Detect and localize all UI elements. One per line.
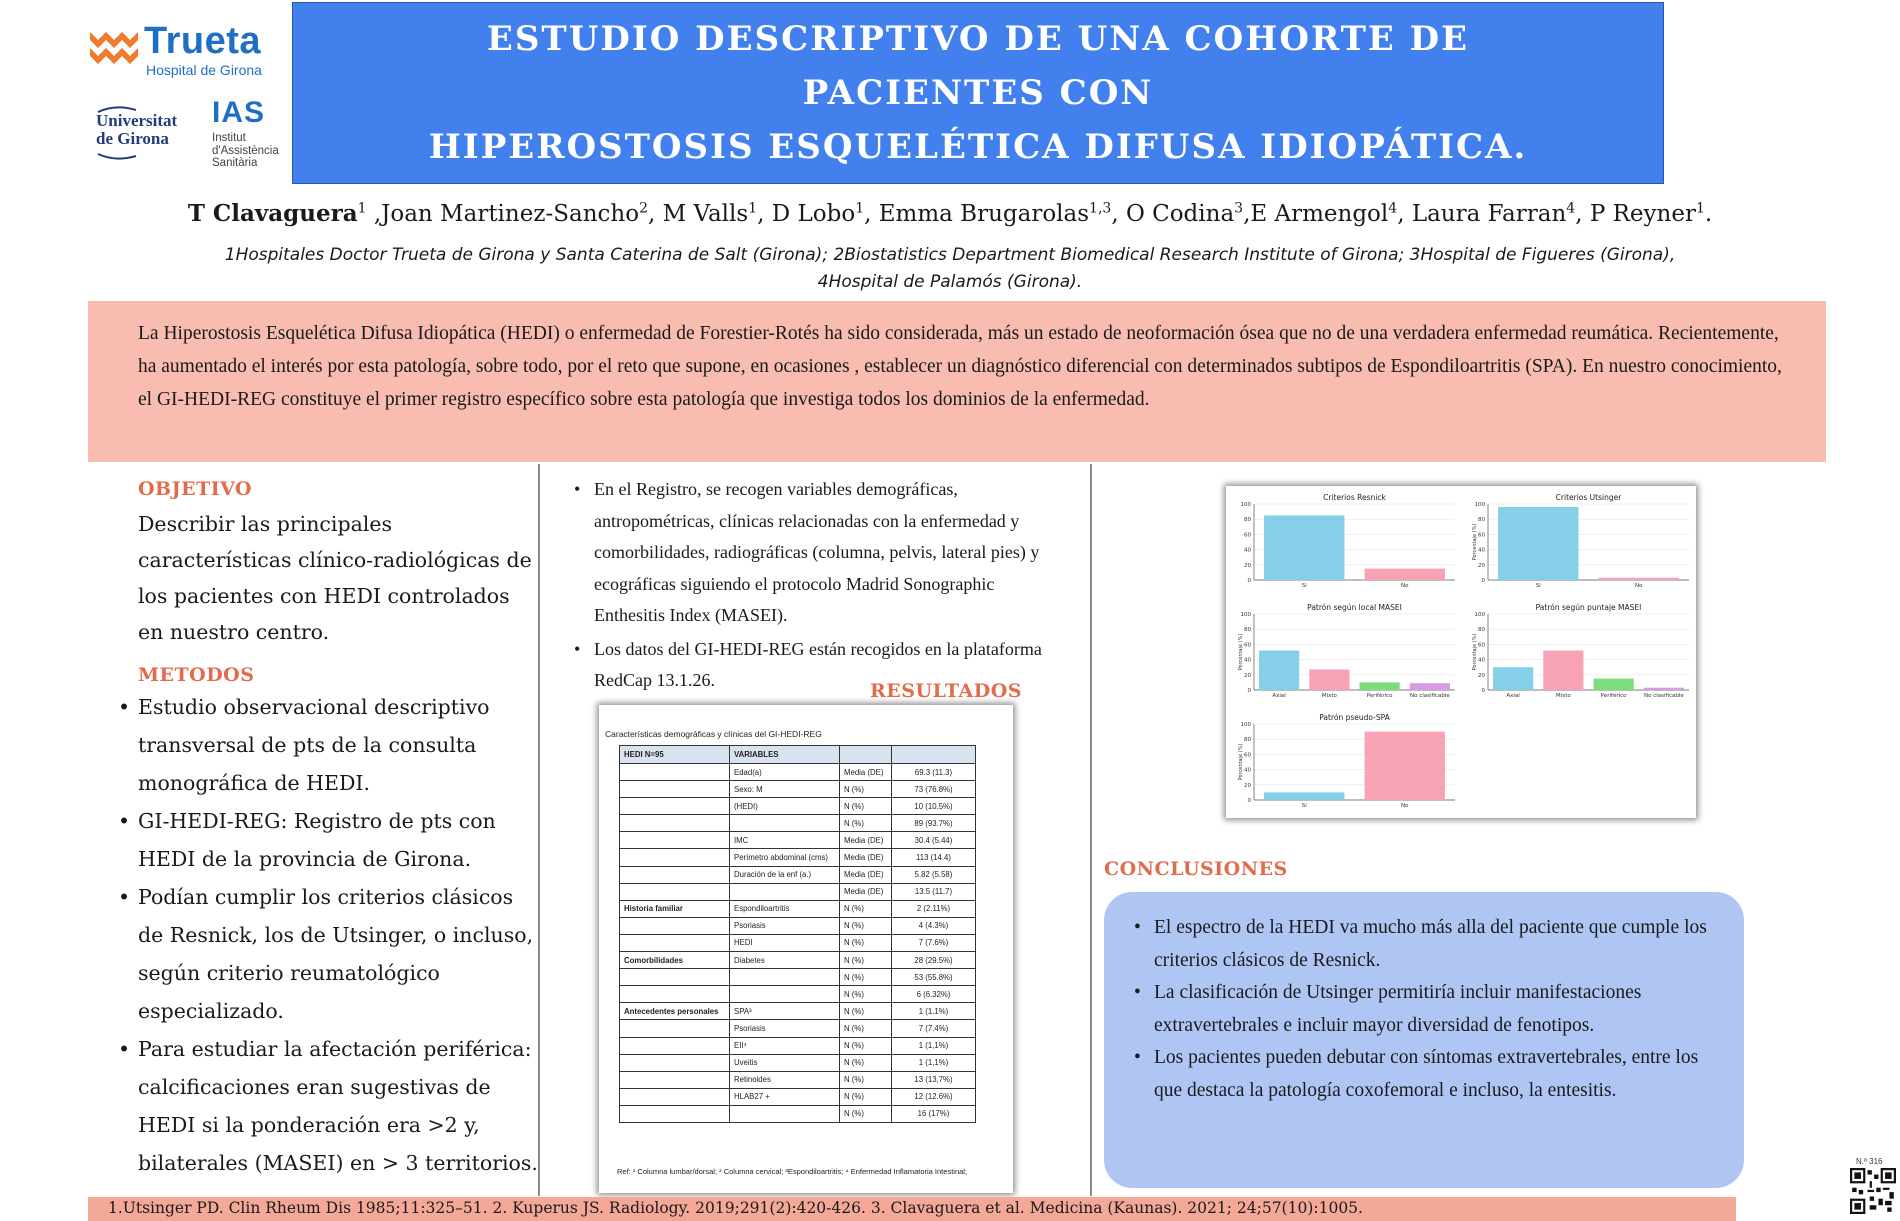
table-row — [620, 969, 976, 986]
table-cell: 10 (10.5%) — [892, 798, 976, 815]
chart-0 — [1241, 493, 1456, 589]
table-cell — [620, 883, 730, 900]
chart-bar — [1599, 578, 1679, 580]
chart-1 — [1472, 493, 1689, 589]
author-affiliation-number: 4 — [1388, 200, 1398, 217]
list-item: • El espectro de la HEDI va mucho más alla del paciente que cumple los criterios clásicos de Resnick. — [1134, 917, 1707, 971]
author-name: Joan Martinez-Sancho — [381, 201, 640, 227]
y-tick-label: 80 — [1244, 517, 1251, 524]
y-tick-label: 80 — [1478, 517, 1485, 524]
chart-bar — [1259, 650, 1299, 690]
table-cell — [620, 1020, 730, 1037]
table-row — [620, 1003, 976, 1020]
author-separator: , — [1397, 201, 1412, 227]
table-cell: Diabetes — [730, 952, 840, 969]
list-item: • Podían cumplir los criterios clásicos de Resnick, los de Utsinger, o incluso, según criterio reumatológico especializado. — [118, 885, 534, 1023]
y-tick-label: 80 — [1244, 737, 1251, 744]
table-cell — [620, 815, 730, 832]
table-cell: 6 (6.32%) — [892, 986, 976, 1003]
table-cell: (HEDI) — [730, 798, 840, 815]
table-row — [620, 1105, 976, 1122]
table-cell: 69.3 (11.3) — [892, 764, 976, 781]
table-cell — [620, 781, 730, 798]
table-cell: 53 (55.8%) — [892, 969, 976, 986]
references-text: 1.Utsinger PD. Clin Rheum Dis 1985;11:325–51. 2. Kuperus JS. Radiology. 2019;291(2):420-426. 3. Clavaguera et al. Medicina (Kaunas). 2021; 24;57(10):1005. — [108, 1199, 1363, 1217]
y-axis-label: Porcentaje (%) — [1238, 633, 1244, 671]
table-header-cell — [892, 746, 976, 764]
metodos-list — [118, 688, 538, 1182]
y-tick-label: 40 — [1244, 657, 1251, 664]
table-row — [620, 866, 976, 883]
demographics-table-card — [599, 705, 1013, 1193]
table-cell: 1 (1,1%) — [892, 1054, 976, 1071]
list-item: • GI-HEDI-REG: Registro de pts con HEDI de la provincia de Girona. — [118, 809, 496, 871]
table-cell — [620, 764, 730, 781]
table-cell: Edad(a) — [730, 764, 840, 781]
table-cell: Historia familiar — [620, 900, 730, 917]
table-cell — [620, 934, 730, 951]
author-affiliation-number: 2 — [639, 200, 648, 217]
table-cell: Comorbilidades — [620, 952, 730, 969]
table-row — [620, 952, 976, 969]
chart-4 — [1238, 713, 1455, 809]
table-cell: N (%) — [840, 1088, 892, 1105]
table-cell: 1 (1.1%) — [892, 1003, 976, 1020]
table-cell: Media (DE) — [840, 849, 892, 866]
table-cell: 7 (7.6%) — [892, 934, 976, 951]
table-cell: N (%) — [840, 1037, 892, 1054]
table-cell — [620, 1071, 730, 1088]
x-tick-label: Periférico — [1600, 693, 1627, 699]
chart-title: Criterios Utsinger — [1555, 493, 1622, 502]
table-cell: N (%) — [840, 798, 892, 815]
udg-logo — [94, 104, 190, 164]
introduction-text: La Hiperostosis Esquelética Difusa Idiopática (HEDI) o enfermedad de Forestier-Rotés ha sido considerada, más un estado de neoformación ósea que no de una verdadera enfermedad reumática. Recientemente, ha aumentado el interés por esta patología, sobre todo, por el reto que supone, en ocasiones , establecer un diagnóstico diferencial con determinados subtipos de Espondiloartritis (SPA). En nuestro conocimiento, el GI-HEDI-REG constituye el primer registro específico sobre esta patología que investiga todos los dominios de la enfermedad. — [138, 323, 1782, 410]
chart-bar — [1360, 682, 1400, 690]
ias-fullname: Institut d'Assistència Sanitària — [212, 132, 279, 169]
table-cell: 2 (2.11%) — [892, 900, 976, 917]
author-separator: . — [1704, 201, 1713, 227]
table-cell: N (%) — [840, 952, 892, 969]
table-cell: N (%) — [840, 1071, 892, 1088]
table-cell: 28 (29.5%) — [892, 952, 976, 969]
table-cell: 13 (13,7%) — [892, 1071, 976, 1088]
metodos-heading: METODOS — [138, 664, 255, 686]
list-item: • Para estudiar la afectación periférica: calcificaciones eran sugestivas de HEDI si la ponderación era >2 y, bilaterales (MASEI) en > 3 territorios. — [118, 1037, 538, 1175]
x-tick-label: Sí — [1535, 583, 1541, 589]
y-tick-label: 20 — [1478, 562, 1485, 569]
chart-bar — [1365, 569, 1445, 580]
table-cell: N (%) — [840, 934, 892, 951]
table-footnote: Ref: ¹ Columna lumbar/dorsal; ² Columna cervical; ³Espondiloartritis; ⁴ Enfermedad Inflamatoria Intestinal; — [617, 1167, 968, 1176]
y-tick-label: 0 — [1247, 798, 1251, 804]
x-tick-label: Mixto — [1321, 693, 1337, 699]
y-tick-label: 80 — [1478, 627, 1485, 634]
table-cell: HEDI — [730, 934, 840, 951]
chart-title: Patrón según puntaje MASEI — [1535, 603, 1642, 612]
x-tick-label: No clasificable — [1409, 693, 1450, 699]
author-name: O Codina — [1125, 201, 1235, 227]
list-item: • En el Registro, se recogen variables demográficas, antropométricas, clínicas relacionadas con la enfermedad y comorbilidades, radiográficas (columna, pelvis, lateral pies) y ecográficas siguiendo el protocolo Madrid Sonographic Enthesitis Index (MASEI). — [574, 479, 1040, 625]
table-cell: N (%) — [840, 917, 892, 934]
objetivo-text: Describir las principales características clínico-radiológicas de los pacientes con HEDI controlados en nuestro centro. — [138, 512, 532, 644]
ias-logo — [210, 96, 294, 168]
table-cell — [620, 969, 730, 986]
table-cell: N (%) — [840, 815, 892, 832]
table-row — [620, 986, 976, 1003]
poster-number: N.º 316 — [1856, 1157, 1883, 1166]
author-name: E Armengol — [1250, 201, 1389, 227]
y-tick-label: 0 — [1247, 688, 1251, 694]
author-affiliation-number: 3 — [1234, 200, 1244, 217]
trueta-logo — [86, 18, 286, 80]
table-row — [620, 798, 976, 815]
y-tick-label: 60 — [1244, 642, 1251, 649]
table-row — [620, 934, 976, 951]
x-tick-label: No — [1635, 583, 1643, 589]
table-cell: 1 (1,1%) — [892, 1037, 976, 1054]
author-separator: , — [864, 201, 879, 227]
x-tick-label: No — [1401, 803, 1409, 809]
chart-bar — [1543, 650, 1583, 690]
table-cell: Perímetro abdominal (cms) — [730, 849, 840, 866]
table-cell — [620, 917, 730, 934]
table-cell: 7 (7.4%) — [892, 1020, 976, 1037]
list-item: • Estudio observacional descriptivo transversal de pts de la consulta monográfica de HEDI. — [118, 695, 490, 795]
table-cell: 13.5 (11.7) — [892, 883, 976, 900]
table-cell: 12 (12.6%) — [892, 1088, 976, 1105]
objetivo-heading: OBJETIVO — [138, 478, 253, 500]
x-tick-label: Sí — [1301, 583, 1307, 589]
demographics-table — [619, 745, 976, 1123]
udg-arc-bottom-icon — [96, 152, 186, 162]
author-separator: , — [1111, 201, 1126, 227]
chart-bar — [1493, 667, 1533, 690]
y-tick-label: 60 — [1478, 642, 1485, 649]
table-cell: N (%) — [840, 1054, 892, 1071]
table-cell — [730, 1105, 840, 1122]
table-cell — [730, 969, 840, 986]
table-header-cell: HEDI N=95 — [620, 746, 730, 764]
trueta-subtitle: Hospital de Girona — [146, 62, 262, 78]
y-tick-label: 0 — [1481, 688, 1485, 694]
table-cell: Psoriasis — [730, 917, 840, 934]
x-tick-label: Mixto — [1555, 693, 1571, 699]
y-tick-label: 60 — [1244, 752, 1251, 759]
author-affiliation-number: 1 — [748, 200, 758, 217]
table-cell: Media (DE) — [840, 883, 892, 900]
author-separator: , — [1575, 201, 1590, 227]
charts-svg — [1226, 486, 1696, 818]
table-row — [620, 1088, 976, 1105]
table-cell: Media (DE) — [840, 764, 892, 781]
table-cell: SPA³ — [730, 1003, 840, 1020]
author-affiliation-number: 1,3 — [1089, 200, 1112, 217]
chart-bar — [1264, 792, 1344, 800]
qr-code-icon — [1850, 1168, 1896, 1214]
table-cell: 4 (4.3%) — [892, 917, 976, 934]
table-cell — [620, 849, 730, 866]
trueta-mark-icon — [86, 22, 142, 78]
trueta-name: Trueta — [144, 20, 262, 62]
title-banner — [292, 2, 1664, 184]
poster-title: ESTUDIO DESCRIPTIVO DE UNA COHORTE DE PACIENTES CON HIPEROSTOSIS ESQUELÉTICA DIFUSA IDIOPÁTICA. — [428, 19, 1528, 167]
table-cell: EII⁴ — [730, 1037, 840, 1054]
table-cell — [730, 883, 840, 900]
table-row — [620, 1071, 976, 1088]
table-row — [620, 764, 976, 781]
registro-list — [574, 474, 1054, 697]
table-cell — [730, 815, 840, 832]
y-tick-label: 20 — [1244, 562, 1251, 569]
authors-line — [0, 200, 1900, 227]
author-name: P Reyner — [1589, 201, 1696, 227]
table-row — [620, 1054, 976, 1071]
introduction-box — [88, 301, 1826, 462]
chart-bar — [1644, 688, 1684, 690]
y-tick-label: 20 — [1478, 672, 1485, 679]
column-divider — [538, 464, 540, 1196]
y-tick-label: 60 — [1478, 532, 1485, 539]
conclusiones-heading: CONCLUSIONES — [1104, 858, 1288, 880]
table-header-cell — [840, 746, 892, 764]
y-tick-label: 40 — [1244, 547, 1251, 554]
charts-panel — [1226, 486, 1696, 818]
author-separator: , — [647, 201, 663, 227]
x-tick-label: No clasificable — [1643, 693, 1684, 699]
column-divider — [1090, 464, 1092, 1196]
author-name: Laura Farran — [1411, 201, 1567, 227]
table-cell — [620, 866, 730, 883]
table-cell: Espondiloartritis — [730, 900, 840, 917]
author-name: Emma Brugarolas — [878, 201, 1090, 227]
chart-2 — [1238, 603, 1455, 699]
table-cell: N (%) — [840, 969, 892, 986]
chart-bar — [1365, 732, 1445, 800]
table-cell: 89 (93.7%) — [892, 815, 976, 832]
table-cell — [620, 1037, 730, 1054]
table-row — [620, 832, 976, 849]
table-caption: Características demográficas y clínicas del GI-HEDI-REG — [605, 729, 822, 739]
middle-column — [574, 474, 1054, 697]
udg-name: Universitat de Girona — [96, 111, 178, 148]
table-cell: Media (DE) — [840, 866, 892, 883]
table-row — [620, 1020, 976, 1037]
chart-3 — [1472, 603, 1689, 699]
y-tick-label: 0 — [1481, 578, 1485, 584]
author-affiliation-number: 4 — [1566, 200, 1576, 217]
y-tick-label: 100 — [1240, 612, 1251, 618]
y-axis-label: Porcentaje (%) — [1472, 523, 1478, 561]
y-tick-label: 80 — [1244, 627, 1251, 634]
table-cell: HLAB27 + — [730, 1088, 840, 1105]
chart-title: Patrón según local MASEI — [1307, 603, 1402, 612]
table-cell — [620, 1054, 730, 1071]
y-tick-label: 100 — [1474, 502, 1485, 508]
table-cell: N (%) — [840, 1003, 892, 1020]
table-cell: 30.4 (5.44) — [892, 832, 976, 849]
left-column — [118, 478, 538, 1182]
table-cell — [620, 1105, 730, 1122]
x-tick-label: Axial — [1506, 693, 1520, 699]
table-row — [620, 900, 976, 917]
resultados-heading: RESULTADOS — [870, 680, 1022, 702]
y-tick-label: 100 — [1240, 722, 1251, 728]
table-cell: N (%) — [840, 781, 892, 798]
chart-bar — [1264, 515, 1344, 580]
author-name: T Clavaguera — [187, 200, 358, 227]
chart-bar — [1594, 679, 1634, 690]
table-cell: Uveitis — [730, 1054, 840, 1071]
y-tick-label: 40 — [1478, 657, 1485, 664]
chart-title: Criterios Resnick — [1323, 493, 1386, 502]
y-tick-label: 40 — [1244, 767, 1251, 774]
author-name: D Lobo — [771, 201, 856, 227]
y-tick-label: 100 — [1474, 612, 1485, 618]
chart-bar — [1498, 507, 1578, 580]
author-affiliation-number: 1 — [855, 200, 865, 217]
author-separator: , — [757, 201, 772, 227]
x-tick-label: Sí — [1301, 803, 1307, 809]
conclusiones-box — [1104, 892, 1744, 1188]
table-cell — [620, 798, 730, 815]
y-axis-label: Porcentaje (%) — [1238, 743, 1244, 781]
table-row — [620, 849, 976, 866]
table-cell: 16 (17%) — [892, 1105, 976, 1122]
table-row — [620, 917, 976, 934]
table-cell: N (%) — [840, 1105, 892, 1122]
author-separator: , — [1243, 201, 1251, 227]
table-cell: 73 (76.8%) — [892, 781, 976, 798]
conclusiones-list — [1134, 912, 1714, 1107]
table-row — [620, 815, 976, 832]
author-affiliation-number: 1 — [1695, 200, 1705, 217]
table-cell: Duración de la enf (a.) — [730, 866, 840, 883]
table-cell: 113 (14.4) — [892, 849, 976, 866]
chart-bar — [1309, 669, 1349, 690]
y-tick-label: 0 — [1247, 578, 1251, 584]
table-cell: IMC — [730, 832, 840, 849]
list-item: • Los pacientes pueden debutar con síntomas extravertebrales, entre los que destaca la patología coxofemoral e incluso, la entesitis. — [1134, 1047, 1699, 1101]
author-affiliation-number: 1 — [357, 200, 367, 217]
table-cell: Retinoides — [730, 1071, 840, 1088]
chart-bar — [1410, 683, 1450, 690]
table-cell — [620, 832, 730, 849]
table-cell: Sexo: M — [730, 781, 840, 798]
y-tick-label: 100 — [1240, 502, 1251, 508]
table-cell: Antecedentes personales — [620, 1003, 730, 1020]
table-row — [620, 781, 976, 798]
table-cell: N (%) — [840, 986, 892, 1003]
table-cell: Media (DE) — [840, 832, 892, 849]
x-tick-label: Periférico — [1366, 693, 1393, 699]
y-tick-label: 20 — [1244, 672, 1251, 679]
table-row — [620, 1037, 976, 1054]
list-item: • Los datos del GI-HEDI-REG están recogidos en la plataforma RedCap 13.1.26. — [574, 638, 1042, 690]
table-cell: N (%) — [840, 900, 892, 917]
table-cell — [620, 986, 730, 1003]
y-tick-label: 60 — [1244, 532, 1251, 539]
references-bar — [88, 1197, 1736, 1221]
table-cell: 5.82 (5.58) — [892, 866, 976, 883]
table-cell: Psoriasis — [730, 1020, 840, 1037]
chart-title: Patrón pseudo-SPA — [1319, 713, 1390, 722]
ias-name: IAS — [212, 96, 266, 129]
y-axis-label: Porcentaje (%) — [1472, 633, 1478, 671]
affiliations: 1Hospitales Doctor Trueta de Girona y Santa Caterina de Salt (Girona); 2Biostatistics Department Biomedical Research Institute of Girona; 3Hospital de Figueres (Girona), 4Hospital de Palamós (Girona). — [224, 245, 1676, 292]
table-row — [620, 883, 976, 900]
author-separator: , — [366, 201, 382, 227]
y-tick-label: 40 — [1478, 547, 1485, 554]
author-name: M Valls — [662, 201, 749, 227]
y-tick-label: 20 — [1244, 782, 1251, 789]
table-cell: N (%) — [840, 1020, 892, 1037]
list-item: • La clasificación de Utsinger permitiría incluir manifestaciones extravertebrales e incluir mayor diversidad de fenotipos. — [1134, 982, 1642, 1036]
x-tick-label: Axial — [1272, 693, 1286, 699]
table-header-cell: VARIABLES — [730, 746, 840, 764]
table-cell — [730, 986, 840, 1003]
x-tick-label: No — [1401, 583, 1409, 589]
table-cell — [620, 1088, 730, 1105]
